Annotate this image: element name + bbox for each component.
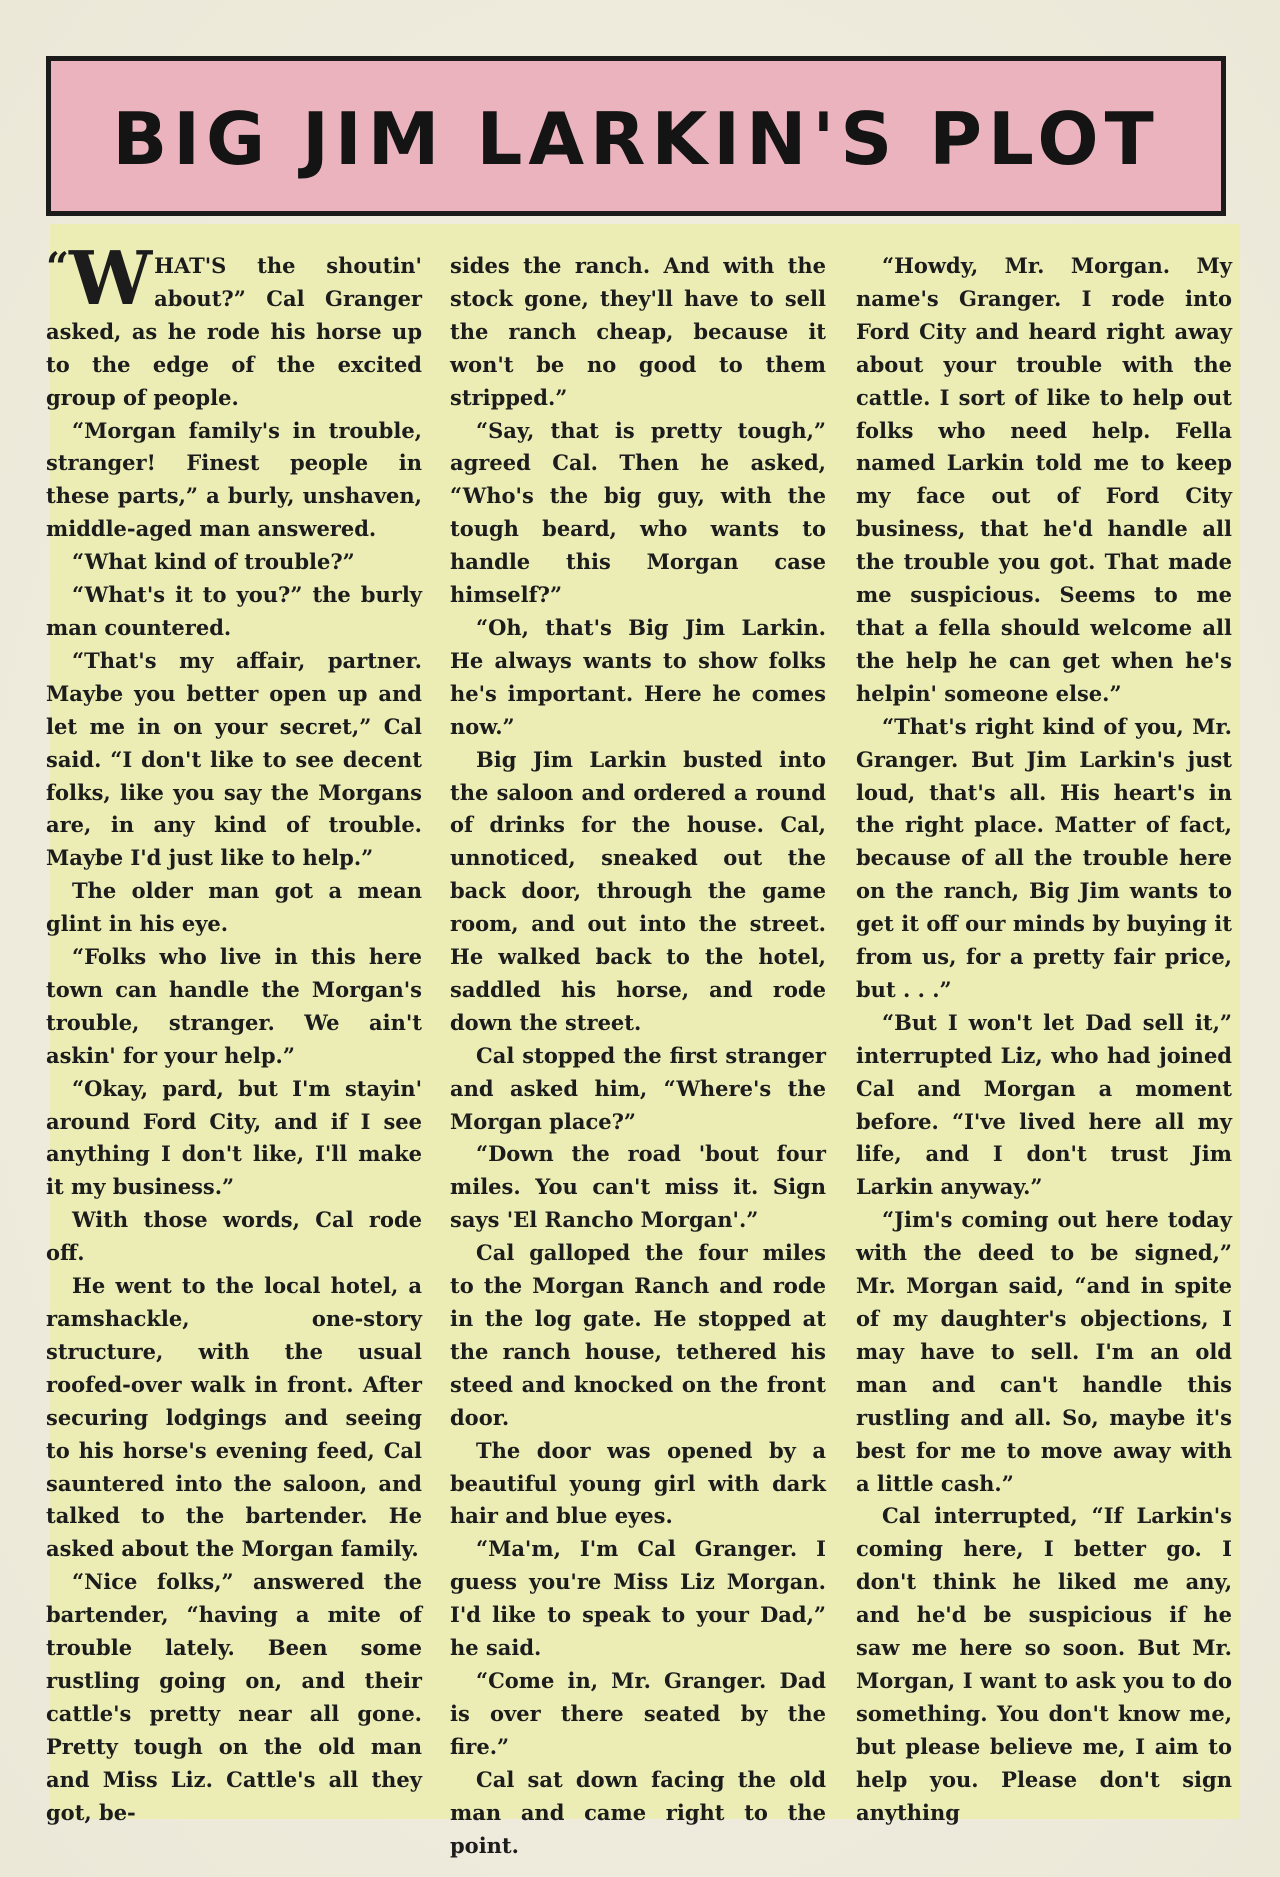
- paragraph: The door was opened by a beautiful young girl with dark hair and blue eyes.: [450, 1437, 826, 1529]
- paragraph: “Down the road 'bout four miles. You can't miss it. Sign says 'El Rancho Morgan'.”: [450, 1141, 826, 1233]
- paragraph: Cal galloped the four miles to the Morgan Ranch and rode in the log gate. He stopped at the ranch house, tethered his steed and knocked on the front door.: [450, 1240, 826, 1430]
- text-column-2: [450, 250, 826, 1862]
- paragraph: Cal sat down facing the old man and came right to the point.: [450, 1766, 826, 1858]
- paragraph: [46, 236, 422, 415]
- paragraph: “Nice folks,” answered the bartender, “having a mite of trouble lately. Been some rustling going on, and their cattle's pretty near all gone. Pretty tough on the old man and Miss Liz. Cattle's all they got, be-: [46, 1569, 422, 1825]
- paragraph: “Okay, pard, but I'm stayin' around Ford City, and if I see anything I don't like, I'll make it my business.”: [46, 1075, 422, 1200]
- story-body: [46, 224, 1240, 1858]
- paragraph: “Come in, Mr. Granger. Dad is over there seated by the fire.”: [450, 1667, 826, 1759]
- drop-cap-quote: “: [46, 244, 70, 291]
- drop-cap: [46, 236, 153, 322]
- title-banner: [46, 56, 1226, 216]
- paragraph: “What's it to you?” the burly man countered.: [46, 582, 422, 640]
- text-column-3: [856, 250, 1232, 1830]
- paragraph: Cal interrupted, “If Larkin's coming here, I better go. I don't think he liked me any, and he'd be suspicious if he saw me here so soon. But Mr. Morgan, I want to ask you to do something. You don't know me, but please believe me, I aim to help you. Please don't sign anything: [856, 1503, 1232, 1825]
- drop-cap-letter: W: [69, 236, 153, 322]
- paragraph: “Oh, that's Big Jim Larkin. He always wants to show folks he's important. Here he comes now.”: [450, 614, 826, 739]
- paragraph: “Jim's coming out here today with the deed to be signed,” Mr. Morgan said, “and in spite of my daughter's objections, I may have to sell. I'm an old man and can't handle this rustling and all. So, maybe it's best for me to move away with a little cash.”: [856, 1207, 1232, 1496]
- paragraph: Big Jim Larkin busted into the saloon and ordered a round of drinks for the house. Cal, unnoticed, sneaked out the back door, through the game room, and out into the street. He walked back to the hotel, saddled his horse, and rode down the street.: [450, 746, 826, 1035]
- paragraph: “That's right kind of you, Mr. Granger. But Jim Larkin's just loud, that's all. His heart's in the right place. Matter of fact, because of all the trouble here on the ranch, Big Jim wants to get it off our minds by buying it from us, for a pretty fair price, but . . .”: [856, 713, 1232, 1002]
- paragraph: “That's my affair, partner. Maybe you better open up and let me in on your secret,” Cal said. “I don't like to see decent folks, like you say the Morgans are, in any kind of trouble. Maybe I'd just like to help.”: [46, 647, 422, 871]
- paragraph: “Say, that is pretty tough,” agreed Cal. Then he asked, “Who's the big guy, with the tough beard, who wants to handle this Morgan case himself?”: [450, 417, 826, 608]
- paragraph: “Morgan family's in trouble, stranger! Finest people in these parts,” a burly, unshaven, middle-aged man answered.: [46, 417, 422, 542]
- paragraph: Cal stopped the first stranger and asked him, “Where's the Morgan place?”: [450, 1042, 826, 1134]
- paragraph: “Howdy, Mr. Morgan. My name's Granger. I rode into Ford City and heard right away about your trouble with the cattle. I sort of like to help out folks who need help. Fella named Larkin told me to keep my face out of Ford City business, that he'd handle all the trouble you got. That made me suspicious. Seems to me that a fella should welcome all the help he can get when he's helpin' someone else.”: [856, 253, 1232, 706]
- paragraph: “What kind of trouble?”: [72, 549, 355, 575]
- paragraph: “But I won't let Dad sell it,” interrupted Liz, who had joined Cal and Morgan a moment before. “I've lived here all my life, and I don't trust Jim Larkin anyway.”: [856, 1009, 1232, 1200]
- paragraph-text: the shoutin' about?” Cal Granger asked, as he rode his horse up to the edge of the excited group of people.: [46, 253, 422, 410]
- text-column-1: [46, 236, 422, 1830]
- paragraph: “Folks who live in this here town can handle the Morgan's trouble, stranger. We ain't askin' for your help.”: [46, 944, 422, 1068]
- drop-cap-rest: HAT'S: [154, 253, 227, 278]
- paragraph: sides the ranch. And with the stock gone, they'll have to sell the ranch cheap, because it won't be no good to them stripped.”: [450, 253, 826, 410]
- story-title: BIG JIM LARKIN'S PLOT: [112, 97, 1160, 181]
- paragraph: With those words, Cal rode off.: [46, 1207, 422, 1266]
- paragraph: He went to the local hotel, a ramshackle, one-story structure, with the usual roofed-over walk in front. After securing lodgings and seeing to his horse's evening feed, Cal sauntered into the saloon, and talked to the bartender. He asked about the Morgan family.: [46, 1273, 422, 1562]
- paragraph: The older man got a mean glint in his eye.: [46, 878, 422, 937]
- paragraph: “Ma'm, I'm Cal Granger. I guess you're Miss Liz Morgan. I'd like to speak to your Dad,” he said.: [450, 1536, 826, 1661]
